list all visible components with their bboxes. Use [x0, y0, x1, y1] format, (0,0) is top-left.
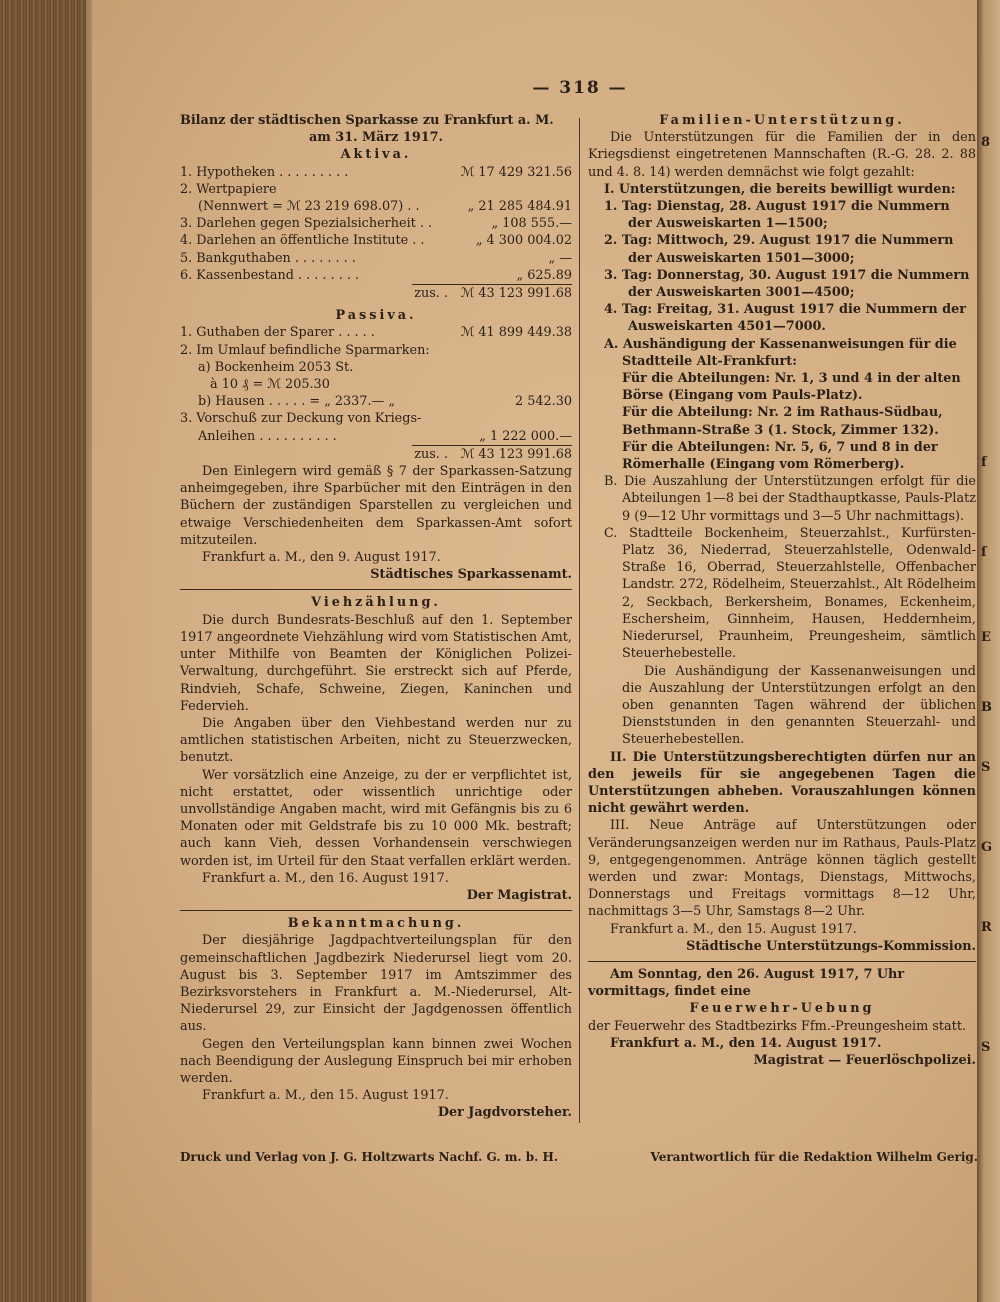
passiva-row: 2. Im Umlauf befindliche Sparmarken: — [180, 342, 430, 358]
facing-page-edge — [977, 0, 1000, 1302]
section-rule — [180, 589, 572, 590]
passiva-row: Anleihen . . . . . . . . . . „ 1 222 000.— — [198, 428, 572, 444]
viehzaehlung-place-date: Frankfurt a. M., den 16. August 1917. — [202, 870, 449, 886]
margin-char: G — [981, 840, 993, 855]
aktiva-list — [180, 164, 572, 284]
aktiva-title: Aktiva. — [340, 147, 412, 163]
bekanntmachung-place-date: Frankfurt a. M., den 15. August 1917. — [202, 1088, 449, 1104]
aktiva-total: zus. . ℳ 43 123 991.68 — [414, 286, 572, 302]
feuerwehr-title: Feuerwehr-Uebung — [689, 1001, 875, 1017]
familien-section-III: III. Neue Anträge auf Unterstützungen oder Veränderungsanzeigen werden nur im Rathaus, Pauls-Platz 9, entgegengenommen. Anträge können täglich gestellt werden und zwar: Montags, Dienstags, Mittwochs, Donnerstags und Freitags vormittags 8—12 Uhr, nachmittags 3—5 Uhr, Samstags 8—2 Uhr. — [588, 818, 976, 920]
imprint-publisher: Druck und Verlag von J. G. Holtzwarts Nachf. G. m. b. H. — [180, 1150, 559, 1164]
familien-signature: Städtische Unterstützungs-Kommission. — [686, 938, 976, 954]
feuerwehr-intro: Am Sonntag, den 26. August 1917, 7 Uhr vormittags, findet eine — [588, 966, 905, 1000]
margin-char: ſ — [981, 545, 987, 560]
margin-char: B — [981, 700, 992, 715]
familien-section-I: I. Unterstützungen, die bereits bewilligt wurden: — [604, 181, 956, 197]
margin-char: R — [981, 920, 992, 935]
passiva-row: à 10 ₰ = ℳ 205.30 — [210, 377, 330, 393]
bilanz-date: am 31. März 1917. — [309, 130, 443, 146]
familien-A1: Für die Abteilungen: Nr. 1, 3 und 4 in der alten Börse (Eingang vom Pauls-Platz). — [622, 371, 961, 404]
margin-char: f — [981, 455, 987, 470]
book-binding — [0, 0, 92, 1302]
viehzaehlung-title: Viehzählung. — [311, 595, 441, 611]
feuerwehr-signature: Magistrat — Feuerlöschpolizei. — [753, 1052, 976, 1068]
passiva-total: zus. . ℳ 43 123 991.68 — [414, 446, 572, 462]
passiva-row: 3. Vorschuß zur Deckung von Kriegs- — [180, 411, 422, 427]
bilanz-place-date: Frankfurt a. M., den 9. August 1917. — [202, 550, 441, 566]
familien-intro: Die Unterstützungen für die Familien der in den Kriegsdienst eingetretenen Mannschaften (R.-G. 28. 2. 88 und 4. 8. 14) werden demnächst wie folgt gezahlt: — [588, 130, 976, 180]
familien-title: Familien-Unterstützung. — [659, 113, 905, 128]
aktiva-row: 1. Hypotheken . . . . . . . . . ℳ 17 429 321.56 — [180, 164, 572, 180]
bilanz-signature: Städtisches Sparkassenamt. — [370, 567, 572, 583]
passiva-row: 1. Guthaben der Sparer . . . . . ℳ 41 899 449.38 — [180, 325, 572, 341]
familien-C2: Die Aushändigung der Kassenanweisungen und die Auszahlung der Unterstützungen erfolgt an den oben genannten Tagen während der üblichen Dienststunden in den genannten Steuerzahl- und Steuerhebestellen. — [622, 663, 976, 748]
page-number: — 318 — — [532, 78, 628, 98]
payment-day: 1. Tag: Dienstag, 28. August 1917 die Nummern der Ausweiskarten 1—1500; — [604, 199, 950, 232]
payment-days-list — [588, 198, 976, 336]
familien-A2: Für die Abteilung: Nr. 2 im Rathaus-Südbau, Bethmann-Straße 3 (1. Stock, Zimmer 132). — [622, 405, 943, 438]
viehzaehlung-signature: Der Magistrat. — [466, 887, 572, 903]
margin-char: S — [981, 760, 991, 775]
viehzaehlung-p3: Wer vorsätzlich eine Anzeige, zu der er verpflichtet ist, nicht erstattet, oder wissentlich unrichtige oder unvollständige Angaben macht, wird mit Gefängnis bis zu 6 Monaten oder mit Geldstrafe bis zu 10 000 Mk. bestraft; auch kann Vieh, dessen Vorhandensein verschwiegen worden ist, im Urteil für den Staat verfallen erklärt werden. — [180, 767, 572, 869]
right-column — [588, 112, 976, 1069]
familien-section-C: C. Stadtteile Bockenheim, Steuerzahlst., Kurfürsten-Platz 36, Niederrad, Steuerzahlstelle, Odenwald-Straße 16, Oberrad, Steuerzahlstelle, Offenbacher Landstr. 272, Rödelheim, Steuerzahlst., Alt Rödelheim 2, Seckbach, Berkersheim, Bonames, Eckenheim, Eschersheim, Ginnheim, Hausen, Heddernheim, Niederursel, Praunheim, Preungesheim, sämtlich Steuerhebestelle. — [604, 525, 976, 662]
section-rule — [588, 961, 976, 962]
familien-section-II: II. Die Unterstützungsberechtigten dürfen nur an den jeweils für sie angegebenen Tagen die Unterstützungen abheben. Vorauszahlungen können nicht gewährt werden. — [588, 749, 976, 817]
aktiva-row: 5. Bankguthaben . . . . . . . . „ — — [180, 250, 572, 266]
feuerwehr-place-date: Frankfurt a. M., den 14. August 1917. — [610, 1035, 882, 1051]
imprint-editor: Verantwortlich für die Redaktion Wilhelm Gerig. — [650, 1150, 978, 1164]
passiva-list — [180, 324, 572, 444]
margin-char: 8 — [981, 135, 991, 150]
bilanz-title: Bilanz der städtischen Sparkasse zu Frankfurt a. M. — [180, 113, 554, 128]
margin-char: S — [981, 1040, 991, 1055]
aktiva-row: 2. Wertpapiere — [180, 181, 277, 197]
margin-char: E — [981, 630, 991, 645]
bekanntmachung-p2: Gegen den Verteilungsplan kann binnen zwei Wochen nach Beendigung der Auslegung Einspruch bei mir erhoben werden. — [180, 1036, 572, 1086]
viehzaehlung-p2: Die Angaben über den Viehbestand werden nur zu amtlichen statistischen Arbeiten, nicht zu Steuerzwecken, benutzt. — [180, 715, 572, 766]
aktiva-row: (Nennwert = ℳ 23 219 698.07) . . „ 21 285 484.91 — [198, 199, 572, 215]
aktiva-row: 6. Kassenbestand . . . . . . . . „ 625.89 — [180, 267, 572, 283]
passiva-row: b) Hausen . . . . . = „ 2337.— „ 2 542.30 — [198, 394, 572, 410]
feuerwehr-text: der Feuerwehr des Stadtbezirks Ffm.-Preungesheim statt. — [588, 1018, 967, 1034]
familien-section-B: B. Die Auszahlung der Unterstützungen erfolgt für die Abteilungen 1—8 bei der Stadthauptkasse, Pauls-Platz 9 (9—12 Uhr vormittags und 3—5 Uhr nachmittags). — [604, 474, 976, 524]
column-divider — [579, 118, 580, 1123]
bekanntmachung-title: Bekanntmachung. — [287, 916, 465, 932]
passiva-title: Passiva. — [335, 308, 417, 324]
bekanntmachung-signature: Der Jagdvorsteher. — [437, 1105, 572, 1121]
bilanz-note: Den Einlegern wird gemäß § 7 der Sparkassen-Satzung anheimgegeben, ihre Sparbücher mit den Einträgen in den Büchern der zuständigen Sparstellen zu vergleichen und etwaige Verschiedenheiten dem Sparkassen-Amt sofort mitzuteilen. — [180, 464, 572, 548]
familien-place-date: Frankfurt a. M., den 15. August 1917. — [610, 921, 857, 937]
payment-day: 3. Tag: Donnerstag, 30. August 1917 die Nummern der Ausweiskarten 3001—4500; — [604, 267, 970, 301]
aktiva-row: 4. Darlehen an öffentliche Institute . . „ 4 300 004.02 — [180, 233, 572, 249]
familien-A3: Für die Abteilungen: Nr. 5, 6, 7 und 8 in der Römerhalle (Eingang vom Römerberg). — [622, 439, 938, 473]
bekanntmachung-p1: Der diesjährige Jagdpachtverteilungsplan für den gemeinschaftlichen Jagdbezirk Niederursel liegt vom 20. August bis 3. September 1917 im Amtszimmer des Bezirksvorstehers in Frankfurt a. M.-Niederursel, Alt-Niederursel 29, zur Einsicht der Jagdgenossen öffentlich aus. — [180, 933, 572, 1035]
imprint-footer — [180, 1150, 978, 1164]
aktiva-row: 3. Darlehen gegen Spezialsicherheit . . „ 108 555.— — [180, 216, 572, 232]
section-rule — [180, 910, 572, 911]
payment-day: 2. Tag: Mittwoch, 29. August 1917 die Nummern der Ausweiskarten 1501—3000; — [604, 233, 954, 266]
passiva-row: a) Bockenheim 2053 St. — [198, 359, 354, 375]
familien-section-A: A. Aushändigung der Kassenanweisungen für die Stadtteile Alt-Frankfurt: — [604, 336, 957, 369]
viehzaehlung-p1: Die durch Bundesrats-Beschluß auf den 1. September 1917 angeordnete Viehzählung wird vom Statistischen Amt, unter Mithilfe von Beamten der Königlichen Polizei-Verwaltung, durchgeführt. Sie erstreckt sich auf Pferde, Rindvieh, Schafe, Schweine, Ziegen, Kaninchen und Federvieh. — [180, 612, 572, 714]
left-column — [180, 112, 572, 1122]
payment-day: 4. Tag: Freitag, 31. August 1917 die Nummern der Ausweiskarten 4501—7000. — [604, 302, 967, 335]
